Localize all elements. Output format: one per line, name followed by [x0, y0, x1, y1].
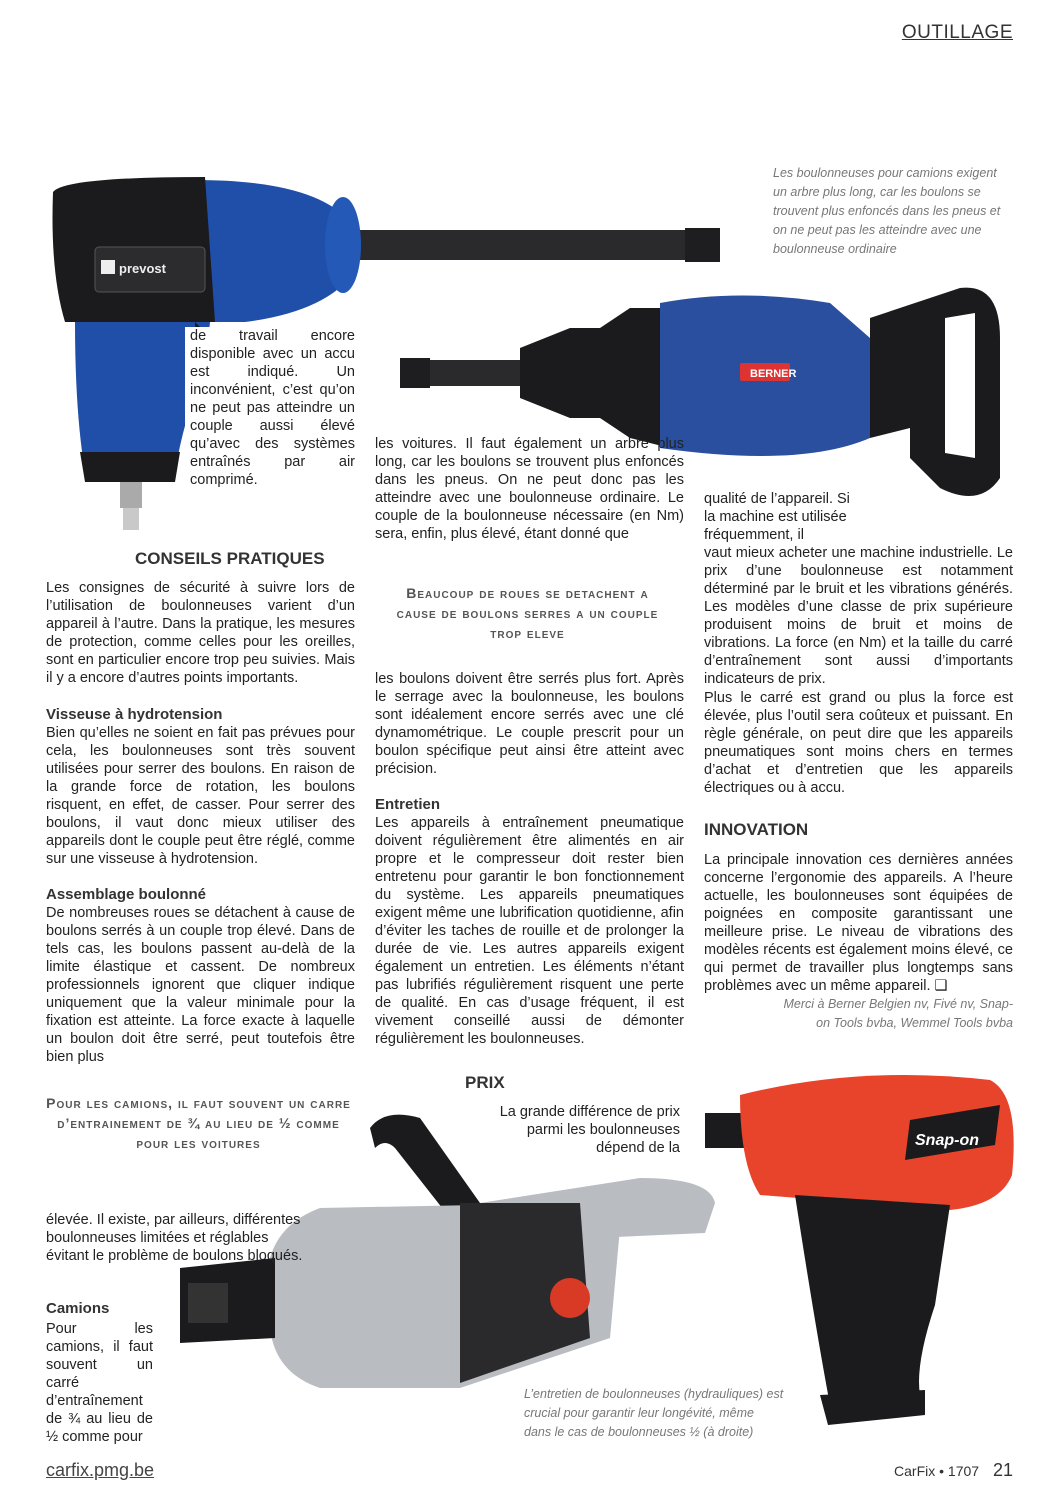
footer-page-info — [894, 1460, 1013, 1481]
credits: Merci à Berner Belgien nv, Fivé nv, Snap-on Tools bvba, Wemmel Tools bvba — [783, 997, 1013, 1030]
col3-main-text-2: Plus le carré est grand ou plus la force est élevée, plus l’outil sera coûteux et puissant. En règle générale, on peut dire que les appareils pneumatiques sont moins chers en termes d’achat et d’entretien que les appareils électriques ou à accu. — [704, 690, 1013, 796]
caption-top-right: Les boulonneuses pour camions exigent un arbre plus long, car les boulons se trouvent plus enfoncés dans les pneus et on ne peut pas les atteindre avec une boulonneuse ordinaire — [773, 166, 1001, 256]
col1-intro-wrap: de travail encore disponible avec un accu est indiqué. Un inconvénient, c’est qu’on ne peut pas atteindre un couple aussi élevé qu’avec des systèmes entraînés par air comprimé. — [190, 328, 355, 488]
pull-quote-roues: Beaucoup de roues se detachent a cause de boulons serres a un couple trop eleve — [396, 585, 659, 641]
col3-main-text: vaut mieux acheter une machine industrielle. Le prix d’une boulonneuse est notamment déterminé par le bruit et les vibrations générés. Les modèles d’une classe de prix supérieure produisent moins de bruit et moins de vibrations. La force (en Nm) et la taille du carré d’entraînement sont aussi d’importants indicateurs de prix. — [704, 545, 1013, 687]
footer-website-link[interactable]: carfix.pmg.be — [46, 1460, 155, 1480]
conseils-text: Les consignes de sécurité à suivre lors de l’utilisation de boulonneuses varient d’un appareil à l’autre. Dans la pratique, les mesures de protection, comme celles pour les oreilles, sont en particulier encore trop peu suivies. Mais il y a encore d’autres points importants. — [46, 580, 355, 686]
subhead-camions: Camions — [46, 1300, 110, 1317]
caption-bottom: L’entretien de boulonneuses (hydrauliques) est crucial pour garantir leur longévité, même dans le cas de boulonneuses ½ (à droite) — [524, 1387, 784, 1439]
subhead-assemblage: Assemblage boulonné — [46, 886, 207, 903]
page-number: 21 — [992, 1460, 1013, 1480]
entretien-text: Les appareils à entraînement pneumatique doivent régulièrement être alimentés en air propre et le compresseur doit rester bien entretenu pour garantir le bon fonctionnement du système. Les appareils pneumatiques exigent même une lubrification quotidienne, afin d’éviter les taches de rouille et de prolonger la durée de vie. Les autres appareils exigent également un entretien. Les éléments n’étant pas lubrifiés régulièrement risquent une perte de qualité. En cas d’usage fréquent, il est vivement conseillé aussi de démonter régulièrement les boulonneuses. — [375, 815, 684, 1047]
col2-mid-text: les boulons doivent être serrés plus fort. Après le serrage avec la boulonneuse, les boulons sont idéalement encore serrés avec une clé dynamométrique. Le couple prescrit pour un boulon spécifique peut ainsi être atteint avec précision. — [375, 671, 684, 777]
subhead-entretien: Entretien — [375, 796, 441, 813]
col2-top-text: les voitures. Il faut également un arbre plus long, car les boulons se trouvent plus enfoncés dans les pneus. On ne peut donc pas les atteindre avec une boulonneuse ordinaire. Le couple de la boulonneuse nécessaire (en Nm) sera, enfin, plus élevé, étant donné que — [375, 436, 684, 542]
pull-quote-camions: Pour les camions, il faut souvent un carre d’entrainement de ¾ au lieu de ½ comme pour les voitures — [46, 1095, 351, 1151]
magazine-issue: CarFix • 1707 — [894, 1463, 980, 1479]
subhead-visseuse: Visseuse à hydrotension — [46, 706, 223, 723]
camions-text: Pour les camions, il faut souvent un carré d’entraînement de ¾ au lieu de ½ comme pour — [46, 1321, 153, 1445]
heading-conseils-pratiques: CONSEILS PRATIQUES — [135, 549, 325, 568]
visseuse-text: Bien qu’elles ne soient en fait pas prévues pour cela, les boulonneuses sont très souvent utilisées pour serrer des boulons. En raison de la grande force de rotation, les boulons risquent, en effet, de casser. Pour serrer des boulons, il vaut donc mieux utiliser des appareils dont le couple peut être réglé, comme sur une visseuse à hydrotension. — [46, 725, 355, 867]
snapon-logo-text: Snap-on — [915, 1132, 979, 1149]
col1-continuation-text: élevée. Il existe, par ailleurs, différentes boulonneuses limitées et réglables évitant le problème de boulons bloqués. — [46, 1212, 303, 1264]
heading-innovation: INNOVATION — [704, 820, 809, 839]
snapon-impact-wrench-image — [700, 1065, 1020, 1435]
col3-wrap-text: qualité de l’appareil. Si la machine est utilisée fréquemment, il — [704, 491, 850, 543]
section-tag: OUTILLAGE — [901, 22, 1013, 43]
berner-logo-text: BERNER — [750, 368, 797, 380]
prevost-logo-text: prevost — [119, 261, 166, 276]
prix-text: La grande différence de prix parmi les boulonneuses dépend de la — [499, 1104, 680, 1156]
assemblage-text: De nombreuses roues se détachent à cause de boulons serrés à un couple trop élevé. Dans de tels cas, les boulons passent au-delà de la limite élastique et cassent. De nombreux professionnels ignorent que cliquer indique uniquement que la valeur minimale pour la fixation est atteinte. La force exacte à laquelle un boulon doit être serré, peut toutefois être bien plus — [46, 905, 355, 1065]
innovation-text: La principale innovation ces dernières années concerne l’ergonomie des appareils. A l’heure actuelle, les boulonneuses sont équipées de poignées en composite garantissant une meilleure prise. Le niveau de vibrations des modèles récents est également moins élevé, ce qui permet de travailler plus longtemps sans problèmes avec un même appareil. ❑ — [704, 852, 1013, 994]
heading-prix: PRIX — [465, 1073, 505, 1092]
